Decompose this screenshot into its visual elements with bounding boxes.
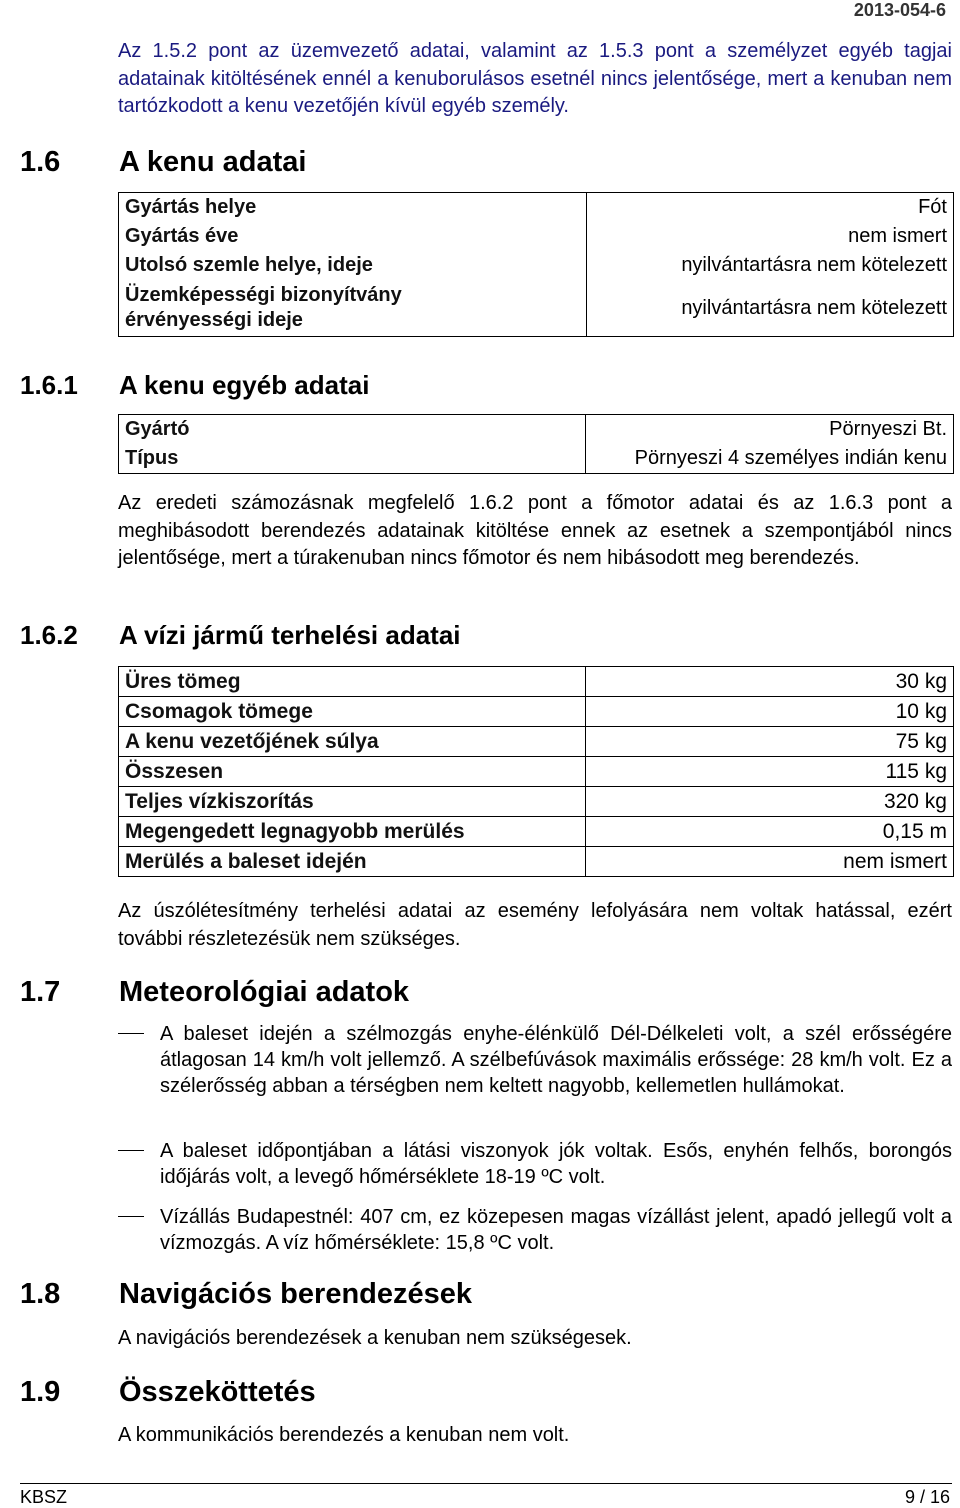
row-value: 75 kg: [586, 727, 954, 757]
table-row: [119, 727, 954, 757]
dash-bullet-icon: [118, 1033, 144, 1034]
table-row: [119, 280, 954, 337]
row-value: nyilvántartásra nem kötelezett: [586, 280, 953, 337]
section-1-6-1-heading: [20, 370, 620, 404]
list-item: [118, 1021, 952, 1099]
section-title: A kenu egyéb adatai: [119, 370, 370, 400]
row-label: Gyártó: [119, 415, 586, 445]
section-1-7-heading: [20, 976, 720, 1012]
table-row: [119, 787, 954, 817]
document-id: 2013-054-6: [853, 0, 946, 20]
table-row: [119, 251, 954, 280]
table-row: [119, 757, 954, 787]
section-title: Meteorológiai adatok: [119, 976, 410, 1008]
load-data-table: [118, 666, 954, 877]
row-label: Típus: [119, 444, 586, 474]
canoe-data-table: [118, 192, 954, 337]
footer-org: KBSZ: [20, 1487, 68, 1507]
row-value: nem ismert: [586, 222, 953, 251]
table-row: [119, 667, 954, 697]
row-label: Megengedett legnagyobb merülés: [119, 817, 586, 847]
table-row: [119, 222, 954, 251]
table-row: [119, 444, 954, 474]
row-label: Merülés a baleset idején: [119, 847, 586, 877]
section-title: Összeköttetés: [119, 1376, 316, 1408]
row-value: 115 kg: [586, 757, 954, 787]
row-value: nyilvántartásra nem kötelezett: [586, 251, 953, 280]
row-label: A kenu vezetőjének súlya: [119, 727, 586, 757]
row-value: Fót: [586, 193, 953, 223]
navigation-paragraph: A navigációs berendezések a kenuban nem szükségesek.: [118, 1327, 632, 1349]
footer-divider: [20, 1483, 952, 1484]
row-label: Összesen: [119, 757, 586, 787]
list-item: [118, 1138, 952, 1190]
bullet-text: Vízállás Budapestnél: 407 cm, ez közepesen magas vízállást jelent, apadó jellegű volt a vízmozgás. A víz hőmérséklete: 15,8 ºC volt.: [160, 1206, 952, 1254]
table-row: [119, 817, 954, 847]
row-label: Üzemképességi bizonyítvány érvényességi ideje: [119, 280, 587, 337]
manufacturer-table: [118, 414, 954, 474]
section-number: 1.6: [20, 146, 61, 178]
section-title: Navigációs berendezések: [119, 1278, 473, 1310]
row-value: nem ismert: [586, 847, 954, 877]
row-value: 30 kg: [586, 667, 954, 697]
dash-bullet-icon: [118, 1216, 144, 1217]
row-value: 0,15 m: [586, 817, 954, 847]
row-label: Gyártás éve: [119, 222, 587, 251]
list-item: [118, 1204, 952, 1256]
section-1-6-heading: [20, 146, 620, 182]
bullet-text: A baleset időpontjában a látási viszonyok jók voltak. Esős, enyhén felhős, borongós időjárás volt, a levegő hőmérséklete 18-19 ºC volt.: [160, 1140, 952, 1188]
communication-paragraph: A kommunikációs berendezés a kenuban nem volt.: [118, 1424, 570, 1446]
section-number: 1.7: [20, 976, 61, 1008]
row-label: Csomagok tömege: [119, 697, 586, 727]
row-value: Pörnyeszi 4 személyes indián kenu: [586, 444, 954, 474]
section-title: A vízi jármű terhelési adatai: [119, 620, 461, 650]
bullet-text: A baleset idején a szélmozgás enyhe-élénkülő Dél-Délkeleti volt, a szél erősségére átlagosan 14 km/h volt jellemző. A szélbefúvások maximális erőssége: 28 km/h volt. Ez a szélerősség abban a térségben nem keltett nagyobb, kellemetlen hullámokat.: [160, 1023, 952, 1097]
dash-bullet-icon: [118, 1150, 144, 1151]
row-value: 10 kg: [586, 697, 954, 727]
engine-note-paragraph: Az eredeti számozásnak megfelelő 1.6.2 pont a főmotor adatai és az 1.6.3 pont a meghibásodott berendezés adatainak kitöltése ennek az esetnek a szempontjából nincs jelentősége, mert a túrakenuban nincs főmotor és nem hibásodott meg berendezés.: [118, 492, 952, 569]
page-number: 9 / 16: [904, 1487, 950, 1507]
table-row: [119, 415, 954, 445]
section-1-9-heading: [20, 1376, 720, 1412]
section-number: 1.6.2: [20, 620, 78, 650]
section-number: 1.6.1: [20, 370, 78, 400]
table-row: [119, 193, 954, 223]
row-label: Teljes vízkiszorítás: [119, 787, 586, 817]
table-row: [119, 847, 954, 877]
row-label: Utolsó szemle helye, ideje: [119, 251, 587, 280]
row-value: 320 kg: [586, 787, 954, 817]
row-label: Gyártás helye: [119, 193, 587, 223]
section-title: A kenu adatai: [119, 146, 307, 178]
row-label: Üres tömeg: [119, 667, 586, 697]
row-value: Pörnyeszi Bt.: [586, 415, 954, 445]
section-number: 1.9: [20, 1376, 61, 1408]
load-note-paragraph: Az úszólétesítmény terhelési adatai az esemény lefolyására nem voltak hatással, ezért további részletezésük nem szükséges.: [118, 900, 952, 950]
section-number: 1.8: [20, 1278, 61, 1310]
table-row: [119, 697, 954, 727]
intro-paragraph: Az 1.5.2 pont az üzemvezető adatai, valamint az 1.5.3 pont a személyzet egyéb tagjai adatainak kitöltésének ennél a kenuborulásos esetnél nincs jelentősége, mert a kenuban nem tartózkodott a kenu vezetőjén kívül egyéb személy.: [118, 40, 952, 117]
section-1-8-heading: [20, 1278, 720, 1314]
section-1-6-2-heading: [20, 620, 720, 654]
